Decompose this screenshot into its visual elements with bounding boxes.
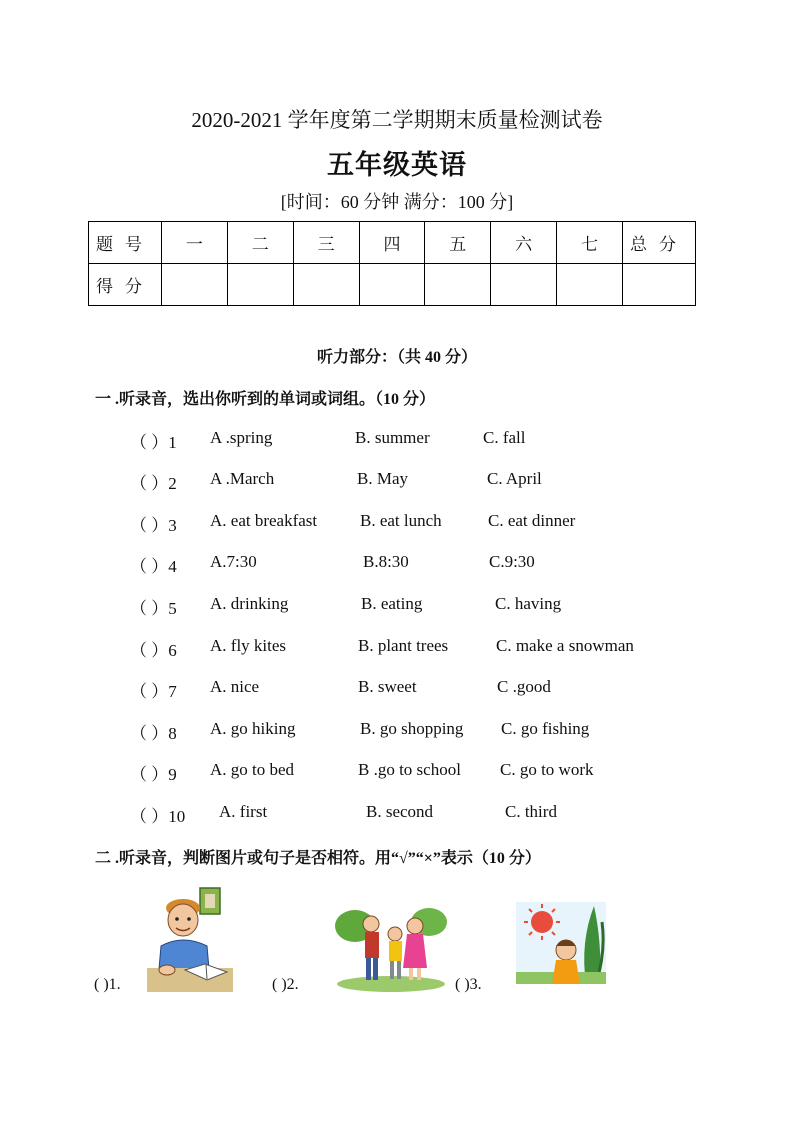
score-header-cell: 题号 <box>89 222 162 264</box>
question-row <box>0 636 794 662</box>
family-walking-picture <box>333 904 449 992</box>
question-row <box>0 469 794 495</box>
option-c: C. third <box>505 802 557 821</box>
option-a: A. nice <box>210 677 260 696</box>
score-cell[interactable] <box>623 264 696 306</box>
option-a: A. first <box>219 802 268 821</box>
option-c: C. go to work <box>500 760 594 779</box>
score-cell[interactable] <box>293 264 359 306</box>
score-header-cell: 一 <box>162 222 228 264</box>
option-c: C .good <box>497 677 551 696</box>
score-cell[interactable] <box>227 264 293 306</box>
option-a: A. fly kites <box>210 636 287 655</box>
option-b: B. sweet <box>358 677 417 696</box>
option-b: B. summer <box>355 428 430 447</box>
girl-hot-sun-picture <box>516 902 606 984</box>
score-cell[interactable] <box>491 264 557 306</box>
option-b: B. go shopping <box>360 719 464 738</box>
picture-question-label: ( )2. <box>272 976 299 993</box>
question-number[interactable]: （ ）9 <box>130 765 177 784</box>
exam-subject: 五年级英语 <box>327 150 467 180</box>
score-row-label: 得分 <box>89 264 162 306</box>
option-c: C. having <box>495 594 562 613</box>
option-a: A. drinking <box>210 594 289 613</box>
score-cell[interactable] <box>162 264 228 306</box>
question-number[interactable]: （ ）5 <box>130 599 177 618</box>
score-header-cell: 总分 <box>623 222 696 264</box>
option-c: C. April <box>487 469 542 488</box>
score-header-cell: 二 <box>227 222 293 264</box>
part2-title: 二 .听录音，判断图片或句子是否相符。用“√”“×”表示（10 分） <box>95 850 541 867</box>
option-b: B.8:30 <box>363 552 409 571</box>
option-b: B .go to school <box>358 760 461 779</box>
question-row <box>0 719 794 745</box>
question-number[interactable]: （ ）3 <box>130 516 177 535</box>
listening-heading: 听力部分：（共 40 分） <box>316 349 477 366</box>
boy-reading-picture <box>145 886 235 992</box>
question-row <box>0 552 794 578</box>
question-number[interactable]: （ ）7 <box>130 682 177 701</box>
option-a: A. go to bed <box>210 760 295 779</box>
score-header-cell: 三 <box>293 222 359 264</box>
score-table <box>88 221 696 306</box>
question-number[interactable]: （ ）10 <box>130 807 186 826</box>
question-number[interactable]: （ ）2 <box>130 474 177 493</box>
question-number[interactable]: （ ）6 <box>130 641 177 660</box>
question-row <box>0 802 794 828</box>
score-header-cell: 五 <box>425 222 491 264</box>
question-row <box>0 677 794 703</box>
score-cell[interactable] <box>359 264 425 306</box>
question-number[interactable]: （ ）1 <box>130 433 177 452</box>
question-number[interactable]: （ ）4 <box>130 557 177 576</box>
question-row <box>0 428 794 454</box>
option-c: C.9:30 <box>489 552 535 571</box>
option-a: A .spring <box>210 428 273 447</box>
option-a: A .March <box>210 469 275 488</box>
time-info: [时间：60 分钟 满分：100 分] <box>280 192 514 212</box>
option-a: A. go hiking <box>210 719 296 738</box>
picture-question-label: ( )3. <box>455 976 482 993</box>
question-row <box>0 511 794 537</box>
option-b: B. eat lunch <box>360 511 442 530</box>
question-row <box>0 594 794 620</box>
option-b: B. eating <box>361 594 423 613</box>
option-a: A. eat breakfast <box>210 511 318 530</box>
score-table-score-row <box>89 264 696 306</box>
picture-question-row <box>0 882 794 992</box>
option-c: C. go fishing <box>501 719 590 738</box>
option-a: A.7:30 <box>210 552 257 571</box>
exam-title: 2020-2021 学年度第二学期期末质量检测试卷 <box>191 108 603 132</box>
score-table-header-row <box>89 222 696 264</box>
score-cell[interactable] <box>557 264 623 306</box>
score-header-cell: 七 <box>557 222 623 264</box>
option-b: B. May <box>357 469 408 488</box>
option-b: B. second <box>366 802 434 821</box>
question-row <box>0 760 794 786</box>
question-number[interactable]: （ ）8 <box>130 724 177 743</box>
option-c: C. fall <box>483 428 526 447</box>
score-cell[interactable] <box>425 264 491 306</box>
score-header-cell: 六 <box>491 222 557 264</box>
option-c: C. eat dinner <box>488 511 576 530</box>
option-b: B. plant trees <box>358 636 449 655</box>
score-header-cell: 四 <box>359 222 425 264</box>
option-c: C. make a snowman <box>496 636 634 655</box>
picture-question-label: ( )1. <box>94 976 121 993</box>
part1-title: 一 .听录音，选出你听到的单词或词组。（10 分） <box>95 391 436 408</box>
